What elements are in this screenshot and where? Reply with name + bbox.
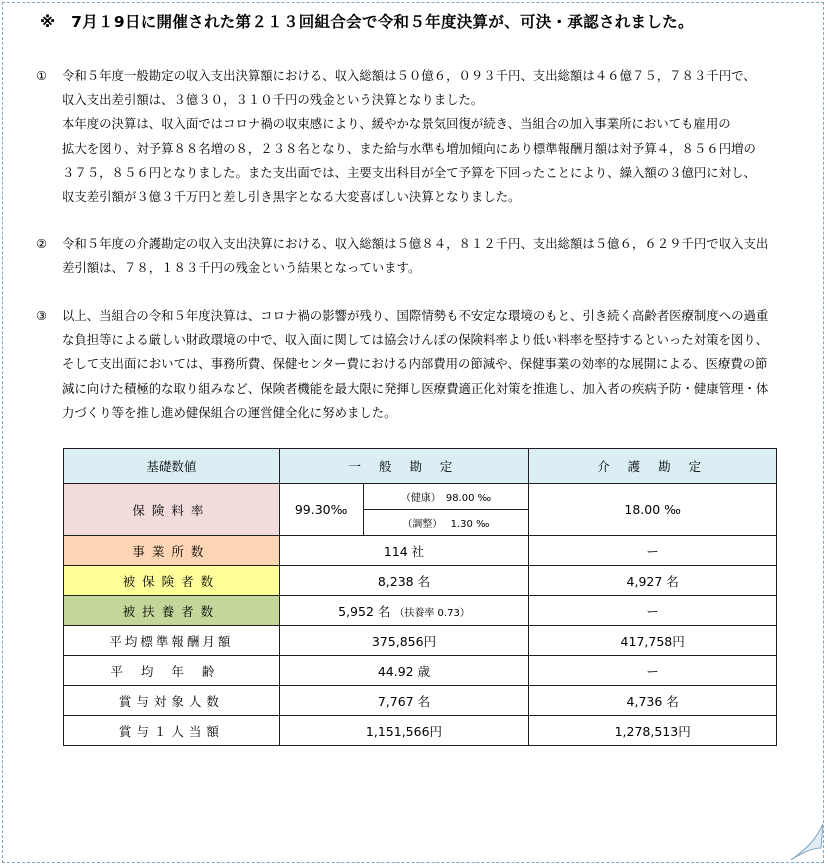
paragraph-line: 収入支出差引額は、３億３０，３１０千円の残金という決算となりました。 <box>62 92 484 108</box>
general-value <box>279 596 529 626</box>
general-value: 114 社 <box>279 536 529 566</box>
table-row <box>64 566 777 596</box>
paragraph-line: な負担等による厳しい財政環境の中で、収入面に関しては協会けんぽの保険料率より低い料率を堅持するといった対策を図り、 <box>62 332 769 348</box>
table-row <box>64 716 777 746</box>
row-label-bonus-recipients: 賞与対象人数 <box>64 686 280 716</box>
row-label-dependents: 被扶養者数 <box>64 596 280 626</box>
row-label-premium: 保険料率 <box>64 484 280 536</box>
dependency-ratio: （扶養率 0.73） <box>394 607 470 619</box>
paragraph-line: 以上、当組合の令和５年度決算は、コロナ禍の影響が残り、国際情勢も不安定な環境のもと、引き続く高齢者医療制度への過重 <box>62 308 769 323</box>
premium-care: 18.00 ‰ <box>529 484 777 536</box>
paragraph-2 <box>36 232 816 280</box>
header-basic-figures: 基礎数値 <box>64 449 280 484</box>
premium-general-total: 99.30‰ <box>279 484 363 536</box>
care-value: ー <box>529 536 777 566</box>
care-value: ー <box>529 596 777 626</box>
paragraph-line: 拡大を図り、対予算８８名増の８，２３８名となり、また給与水準も増加傾向にあり標準報酬月額は対予算４，８５６円増の <box>62 140 756 156</box>
row-label-avg-monthly-pay: 平均標準報酬月額 <box>64 626 280 656</box>
paragraph-line: 力づくり等を推し進め健保組合の運営健全化に努めました。 <box>62 404 397 420</box>
table-row-premium <box>64 484 777 510</box>
table-row <box>64 626 777 656</box>
general-value: 7,767 名 <box>279 686 529 716</box>
paragraph-number: ③ <box>36 308 48 323</box>
general-value: 8,238 名 <box>279 566 529 596</box>
paragraph-line: 減に向けた積極的な取り組みなど、保険者機能を最大限に発揮し医療費適正化対策を推進し、加入者の疾病予防・健康管理・体 <box>62 380 769 396</box>
row-label-offices: 事業所数 <box>64 536 280 566</box>
page-curl-icon <box>783 822 823 862</box>
dependents-value: 5,952 名 <box>338 603 391 619</box>
general-value: 1,151,566円 <box>279 716 529 746</box>
care-value: 4,927 名 <box>529 566 777 596</box>
paragraph-3 <box>36 304 816 425</box>
paragraph-line: ３７５，８５６円となりました。また支出面では、主要支出科目が全て予算を下回ったことにより、繰入額の３億円に対し、 <box>62 164 756 180</box>
paragraph-line: 本年度の決算は、収入面ではコロナ禍の収束感により、緩やかな景気回復が続き、当組合の加入事業所においても雇用の <box>62 116 731 132</box>
basic-figures-table <box>63 448 777 746</box>
table-row <box>64 596 777 626</box>
general-value: 375,856円 <box>279 626 529 656</box>
paragraph-line: 令和５年度一般勘定の収入支出決算額における、収入総額は５０億６，０９３千円、支出総額は４６億７５，７８３千円で、 <box>62 68 756 83</box>
header-care-account: 介 護 勘 定 <box>529 449 777 484</box>
paragraph-line: 収支差引額が３億３千万円と差し引き黒字となる大変喜ばしい決算となりました。 <box>62 189 521 205</box>
row-label-avg-age: 平均年齢 <box>64 656 280 686</box>
row-label-insured: 被保険者数 <box>64 566 280 596</box>
care-value: 4,736 名 <box>529 686 777 716</box>
paragraph-line: 令和５年度の介護勘定の収入支出決算における、収入総額は５億８４，８１２千円、支出総額は５億６，６２９千円で収入支出 <box>62 236 769 251</box>
paragraph-line: そして支出面においては、事務所費、保健センター費における内部費用の節減や、保健事業の効率的な展開による、医療費の節 <box>62 356 768 372</box>
paragraph-number: ① <box>36 68 48 83</box>
care-value: 1,278,513円 <box>529 716 777 746</box>
paragraph-number: ② <box>36 236 48 251</box>
paragraph-1 <box>36 64 816 209</box>
care-value: 417,758円 <box>529 626 777 656</box>
premium-health: （健康） 98.00 ‰ <box>363 484 529 510</box>
table-row <box>64 536 777 566</box>
page-title: ※ 7月１9日に開催された第２１３回組合会で令和５年度決算が、可決・承認されました。 <box>40 13 694 31</box>
header-general-account: 一 般 勘 定 <box>279 449 529 484</box>
row-label-bonus-per-person: 賞与１人当額 <box>64 716 280 746</box>
table-row <box>64 686 777 716</box>
general-value: 44.92 歳 <box>279 656 529 686</box>
table-row <box>64 656 777 686</box>
table-header-row <box>64 449 777 484</box>
care-value: ー <box>529 656 777 686</box>
premium-adjust: （調整） 1.30 ‰ <box>363 510 529 536</box>
paragraph-line: 差引額は、７８，１８３千円の残金という結果となっています。 <box>62 260 421 276</box>
